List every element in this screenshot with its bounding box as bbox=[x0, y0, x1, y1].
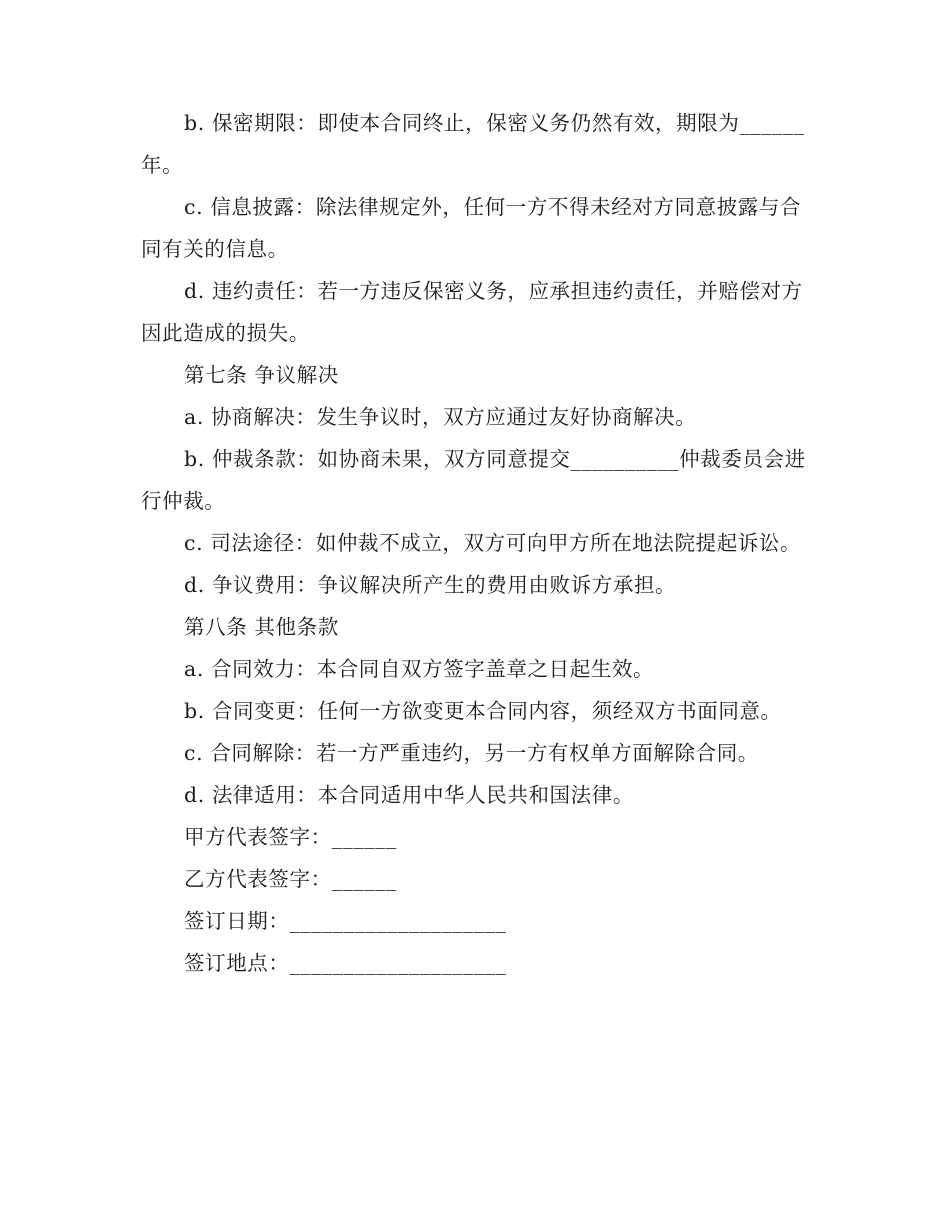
clause-arbitration: b. 仲裁条款：如协商未果，双方同意提交__________仲裁委员会进行仲裁。 bbox=[141, 447, 806, 513]
signing-place-line: 签订地点：____________________ bbox=[184, 951, 507, 975]
article-7-heading: 第七条 争议解决 bbox=[184, 363, 339, 387]
clause-contract-termination: c. 合同解除：若一方严重违约，另一方有权单方面解除合同。 bbox=[184, 741, 759, 765]
clause-negotiation: a. 协商解决：发生争议时，双方应通过友好协商解决。 bbox=[184, 405, 697, 429]
clause-contract-change: b. 合同变更：任何一方欲变更本合同内容，须经双方书面同意。 bbox=[184, 699, 782, 723]
signing-date-line: 签订日期：____________________ bbox=[184, 909, 507, 933]
clause-judicial: c. 司法途径：如仲裁不成立，双方可向甲方所在地法院提起诉讼。 bbox=[184, 531, 802, 555]
clause-dispute-costs: d. 争议费用：争议解决所产生的费用由败诉方承担。 bbox=[184, 573, 677, 597]
article-8-heading: 第八条 其他条款 bbox=[184, 615, 339, 639]
party-b-signature-line: 乙方代表签字：______ bbox=[184, 867, 397, 891]
document-body bbox=[141, 102, 806, 984]
party-a-signature-line: 甲方代表签字：______ bbox=[184, 825, 397, 849]
clause-information-disclosure: c. 信息披露：除法律规定外，任何一方不得未经对方同意披露与合同有关的信息。 bbox=[141, 195, 802, 261]
clause-applicable-law: d. 法律适用：本合同适用中华人民共和国法律。 bbox=[184, 783, 634, 807]
clause-contract-validity: a. 合同效力：本合同自双方签字盖章之日起生效。 bbox=[184, 657, 655, 681]
clause-confidentiality-period: b. 保密期限：即使本合同终止，保密义务仍然有效，期限为______年。 bbox=[141, 111, 805, 177]
clause-breach-liability: d. 违约责任：若一方违反保密义务，应承担违约责任，并赔偿对方因此造成的损失。 bbox=[141, 279, 803, 345]
